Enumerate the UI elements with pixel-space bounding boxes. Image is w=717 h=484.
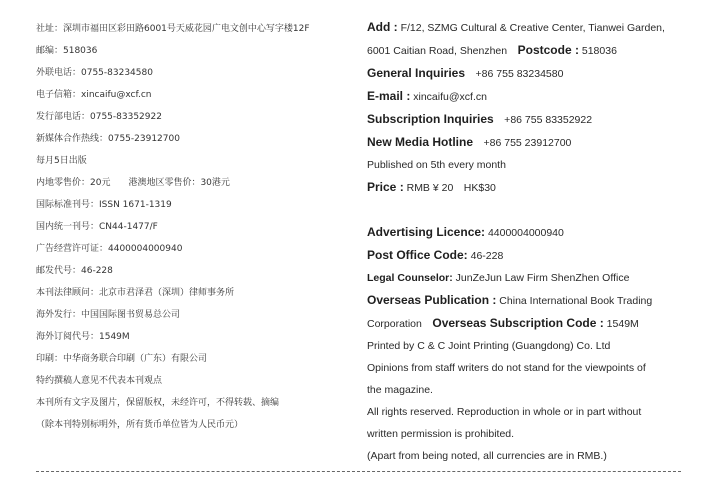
en-adlicence-value: 4400004000940 — [485, 227, 564, 239]
cn-publish-date: 每月5日出版 — [36, 156, 87, 166]
spacer — [367, 199, 697, 221]
en-published: Published on 5th every month — [367, 159, 506, 171]
en-overseas-value: China International Book Trading — [496, 295, 653, 307]
en-legal-counselor — [367, 267, 697, 289]
en-post-office-code — [367, 244, 697, 267]
en-newmedia-label: New Media Hotline — [367, 135, 474, 149]
en-adlicence-label: Advertising Licence: — [367, 225, 486, 239]
cn-domestic-number: 国内统一刊号：CN44-1477/F — [36, 222, 158, 232]
en-overseas-publication — [367, 289, 697, 312]
en-price — [367, 176, 697, 199]
cn-ad-licence: 广告经营许可证：4400004000940 — [36, 244, 183, 254]
cn-new-media-hotline: 新媒体合作热线：0755-23912700 — [36, 134, 180, 144]
en-opinion-line-1: Opinions from staff writers do not stand for the viewpoints of — [367, 362, 646, 374]
cn-price: 内地零售价：20元 港澳地区零售价：30港元 — [36, 178, 230, 188]
en-address-line-1 — [367, 16, 697, 39]
cn-general-phone: 外联电话：0755-83234580 — [36, 68, 153, 78]
cn-post-code: 邮发代号：46-228 — [36, 266, 113, 276]
en-oversub-label: Overseas Subscription Code : — [432, 316, 604, 330]
en-legal-label: Legal Counselor: — [367, 272, 453, 284]
chinese-info-column — [36, 18, 356, 436]
en-price-label: Price : — [367, 180, 404, 194]
cn-issn: 国际标准刊号：ISSN 1671-1319 — [36, 200, 172, 210]
cn-currency-note: （除本刊特别标明外，所有货币单位皆为人民币元） — [36, 420, 244, 430]
dashed-divider — [36, 471, 681, 472]
en-email-value: xincaifu@xcf.cn — [410, 91, 487, 103]
cn-postcode: 邮编：518036 — [36, 46, 98, 56]
en-subscription-value: +86 755 83352922 — [493, 114, 593, 126]
en-add-value-2: 6001 Caitian Road, Shenzhen — [367, 45, 518, 57]
en-email — [367, 85, 697, 108]
english-info-column — [367, 16, 697, 467]
en-price-value: RMB ¥ 20 HK$30 — [403, 182, 496, 194]
en-subscription-label: Subscription Inquiries — [367, 112, 494, 126]
en-add-value-1: F/12, SZMG Cultural & Creative Center, Tianwei Garden, — [397, 22, 665, 34]
cn-printer: 印刷：中华商务联合印刷（广东）有限公司 — [36, 354, 208, 364]
cn-rights-note: 本刊所有文字及图片，保留版权，未经许可，不得转载、摘编 — [36, 398, 280, 408]
en-postoffice-label: Post Office Code: — [367, 248, 468, 262]
cn-overseas-subscription: 海外订阅代号：1549M — [36, 332, 130, 342]
en-subscription-inquiries — [367, 108, 697, 131]
en-new-media-hotline — [367, 131, 697, 154]
en-general-label: General Inquiries — [367, 66, 466, 80]
en-email-label: E-mail : — [367, 89, 411, 103]
en-legal-value: JunZeJun Law Firm ShenZhen Office — [452, 272, 630, 284]
en-address-line-2 — [367, 39, 697, 62]
cn-opinion-note: 特约撰稿人意见不代表本刊观点 — [36, 376, 163, 386]
en-rights-line-2: written permission is prohibited. — [367, 428, 515, 440]
en-overseas-subscription — [367, 312, 697, 335]
en-rights-line-1: All rights reserved. Reproduction in whole or in part without — [367, 406, 642, 418]
en-overseas-label: Overseas Publication : — [367, 293, 497, 307]
cn-email: 电子信箱：xincaifu@xcf.cn — [36, 90, 152, 100]
en-currency-note: (Apart from being noted, all currencies are in RMB.) — [367, 450, 607, 462]
en-oversub-value: 1549M — [603, 318, 639, 330]
en-postoffice-value: 46-228 — [467, 250, 504, 262]
cn-distribution-phone: 发行部电话：0755-83352922 — [36, 112, 162, 122]
cn-address: 社址：深圳市福田区彩田路6001号天威花园广电文创中心写字楼12F — [36, 24, 310, 34]
en-advertising-licence — [367, 221, 697, 244]
en-corporation: Corporation — [367, 318, 433, 330]
en-newmedia-value: +86 755 23912700 — [473, 137, 572, 149]
en-general-inquiries — [367, 62, 697, 85]
en-opinion-line-2: the magazine. — [367, 384, 433, 396]
en-postcode-label: Postcode : — [517, 43, 579, 57]
cn-legal-counsel: 本刊法律顾问：北京市君泽君（深圳）律师事务所 — [36, 288, 235, 298]
cn-overseas-distribution: 海外发行：中国国际图书贸易总公司 — [36, 310, 181, 320]
en-general-value: +86 755 83234580 — [465, 68, 564, 80]
en-printed-by: Printed by C & C Joint Printing (Guangdong) Co. Ltd — [367, 340, 611, 352]
en-postcode-value: 518036 — [578, 45, 617, 57]
en-add-label: Add : — [367, 20, 398, 34]
